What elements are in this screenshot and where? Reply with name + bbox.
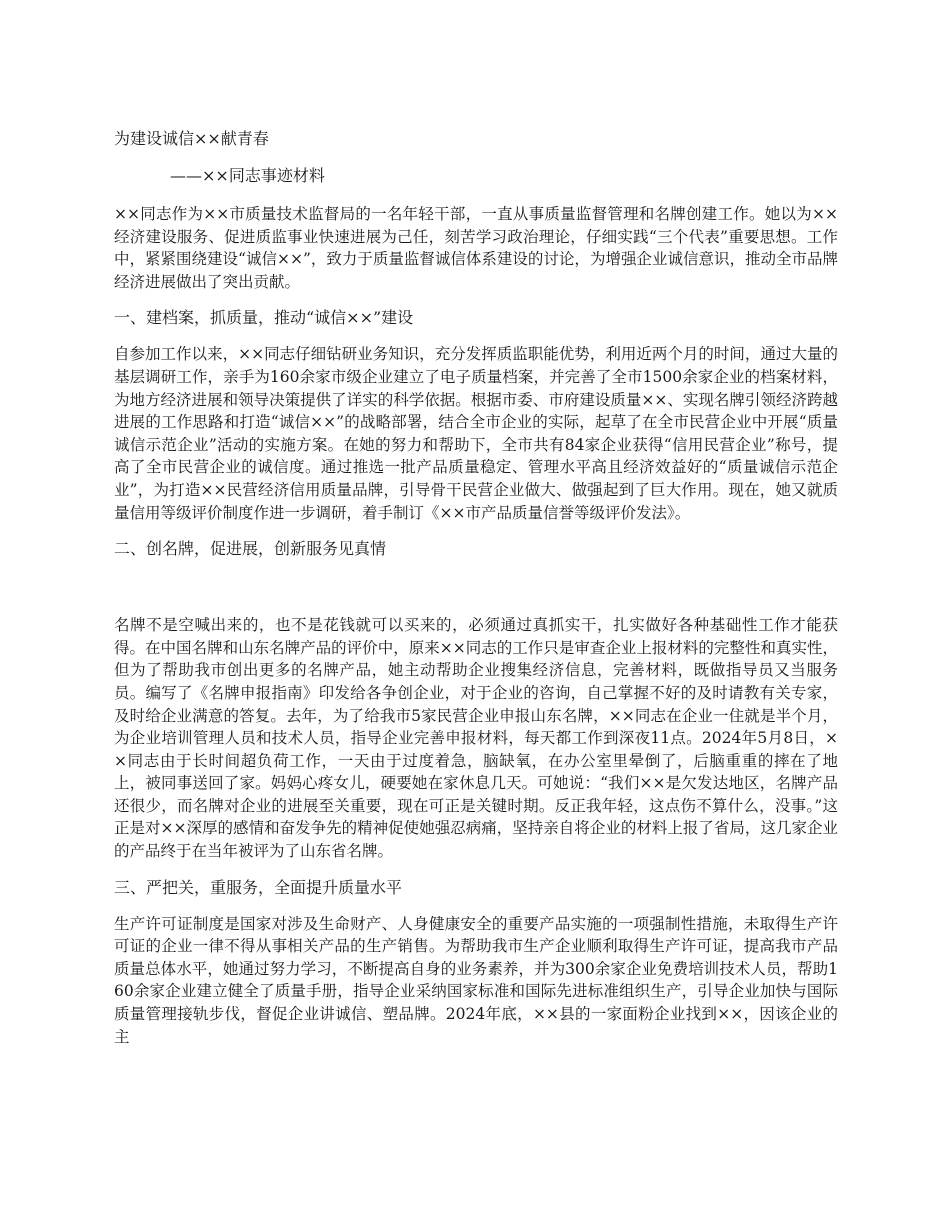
document-subtitle: ——××同志事迹材料 (170, 166, 325, 185)
section-2-heading: 二、创名牌，促进展，创新服务见真情 (114, 539, 387, 559)
document-title: 为建设诚信××献青春 (114, 129, 269, 148)
document-page (114, 128, 838, 1048)
section-1-heading: 一、建档案，抓质量，推动“诚信××”建设 (114, 308, 414, 328)
intro-paragraph: ××同志作为××市质量技术监督局的一名年轻干部，一直从事质量监督管理和名牌创建工作。她以为××经济建设服务、促进质监事业快速进展为己任，刻苦学习政治理论，仔细实践“三个代表”重要思想。工作中，紧紧围绕建设“诚信××”，致力于质量监督诚信体系建设的讨论，为增强企业诚信意识，推动全市品牌经济进展做出了突出贡献。 (114, 205, 838, 291)
section-1-paragraph: 自参加工作以来，××同志仔细钻研业务知识，充分发挥质监职能优势，利用近两个月的时间，通过大量的基层调研工作，亲手为160余家市级企业建立了电子质量档案，并完善了全市1500余家企业的档案材料，为地方经济进展和领导决策提供了详实的科学依据。根据市委、市府建设质量××、实现名牌引领经济跨越进展的工作思路和打造“诚信××”的战略部署，结合全市企业的实际，起草了在全市民营企业中开展“质量诚信示范企业”活动的实施方案。在她的努力和帮助下，全市共有84家企业获得“信用民营企业”称号，提高了全市民营企业的诚信度。通过推选一批产品质量稳定、管理水平高且经济效益好的“质量诚信示范企业”，为打造××民营经济信用质量品牌，引导骨干民营企业做大、做强起到了巨大作用。现在，她又就质量信用等级评价制度作进一步调研，着手制订《××市产品质量信誉等级评价发法》。 (114, 345, 838, 522)
section-2-paragraph: 名牌不是空喊出来的，也不是花钱就可以买来的，必须通过真抓实干，扎实做好各种基础性工作才能获得。在中国名牌和山东名牌产品的评价中，原来××同志的工作只是审查企业上报材料的完整性和真实性，但为了帮助我市创出更多的名牌产品，她主动帮助企业搜集经济信息，完善材料，既做指导员又当服务员。编写了《名牌申报指南》印发给各争创企业，对于企业的咨询，自己掌握不好的及时请教有关专家，及时给企业满意的答复。去年，为了给我市5家民营企业申报山东名牌，××同志在企业一住就是半个月，为企业培训管理人员和技术人员，指导企业完善申报材料，每天都工作到深夜11点。2024年5月8日，××同志由于长时间超负荷工作，一天由于过度着急，脑缺氧，在办公室里晕倒了，后脑重重的摔在了地上，被同事送回了家。妈妈心疼女儿，硬要她在家休息几天。可她说：“我们××是欠发达地区，名牌产品还很少，而名牌对企业的进展至关重要，现在可正是关键时期。反正我年轻，这点伤不算什么，没事。”这正是对××深厚的感情和奋发争先的精神促使她强忍病痛，坚持亲自将企业的材料上报了省局，这几家企业的产品终于在当年被评为了山东省名牌。 (114, 616, 838, 861)
section-3-heading: 三、严把关，重服务，全面提升质量水平 (114, 877, 403, 897)
section-3-paragraph: 生产许可证制度是国家对涉及生命财产、人身健康安全的重要产品实施的一项强制性措施，未取得生产许可证的企业一律不得从事相关产品的生产销售。为帮助我市生产企业顺利取得生产许可证，提高我市产品质量总体水平，她通过努力学习，不断提高自身的业务素养，并为300余家企业免费培训技术人员，帮助160余家企业建立健全了质量手册，指导企业采纳国家标准和国际先进标准组织生产，引导企业加快与国际质量管理接轨步伐，督促企业讲诚信、塑品牌。2024年底，××县的一家面粉企业找到××，因该企业的主 (114, 914, 838, 1046)
